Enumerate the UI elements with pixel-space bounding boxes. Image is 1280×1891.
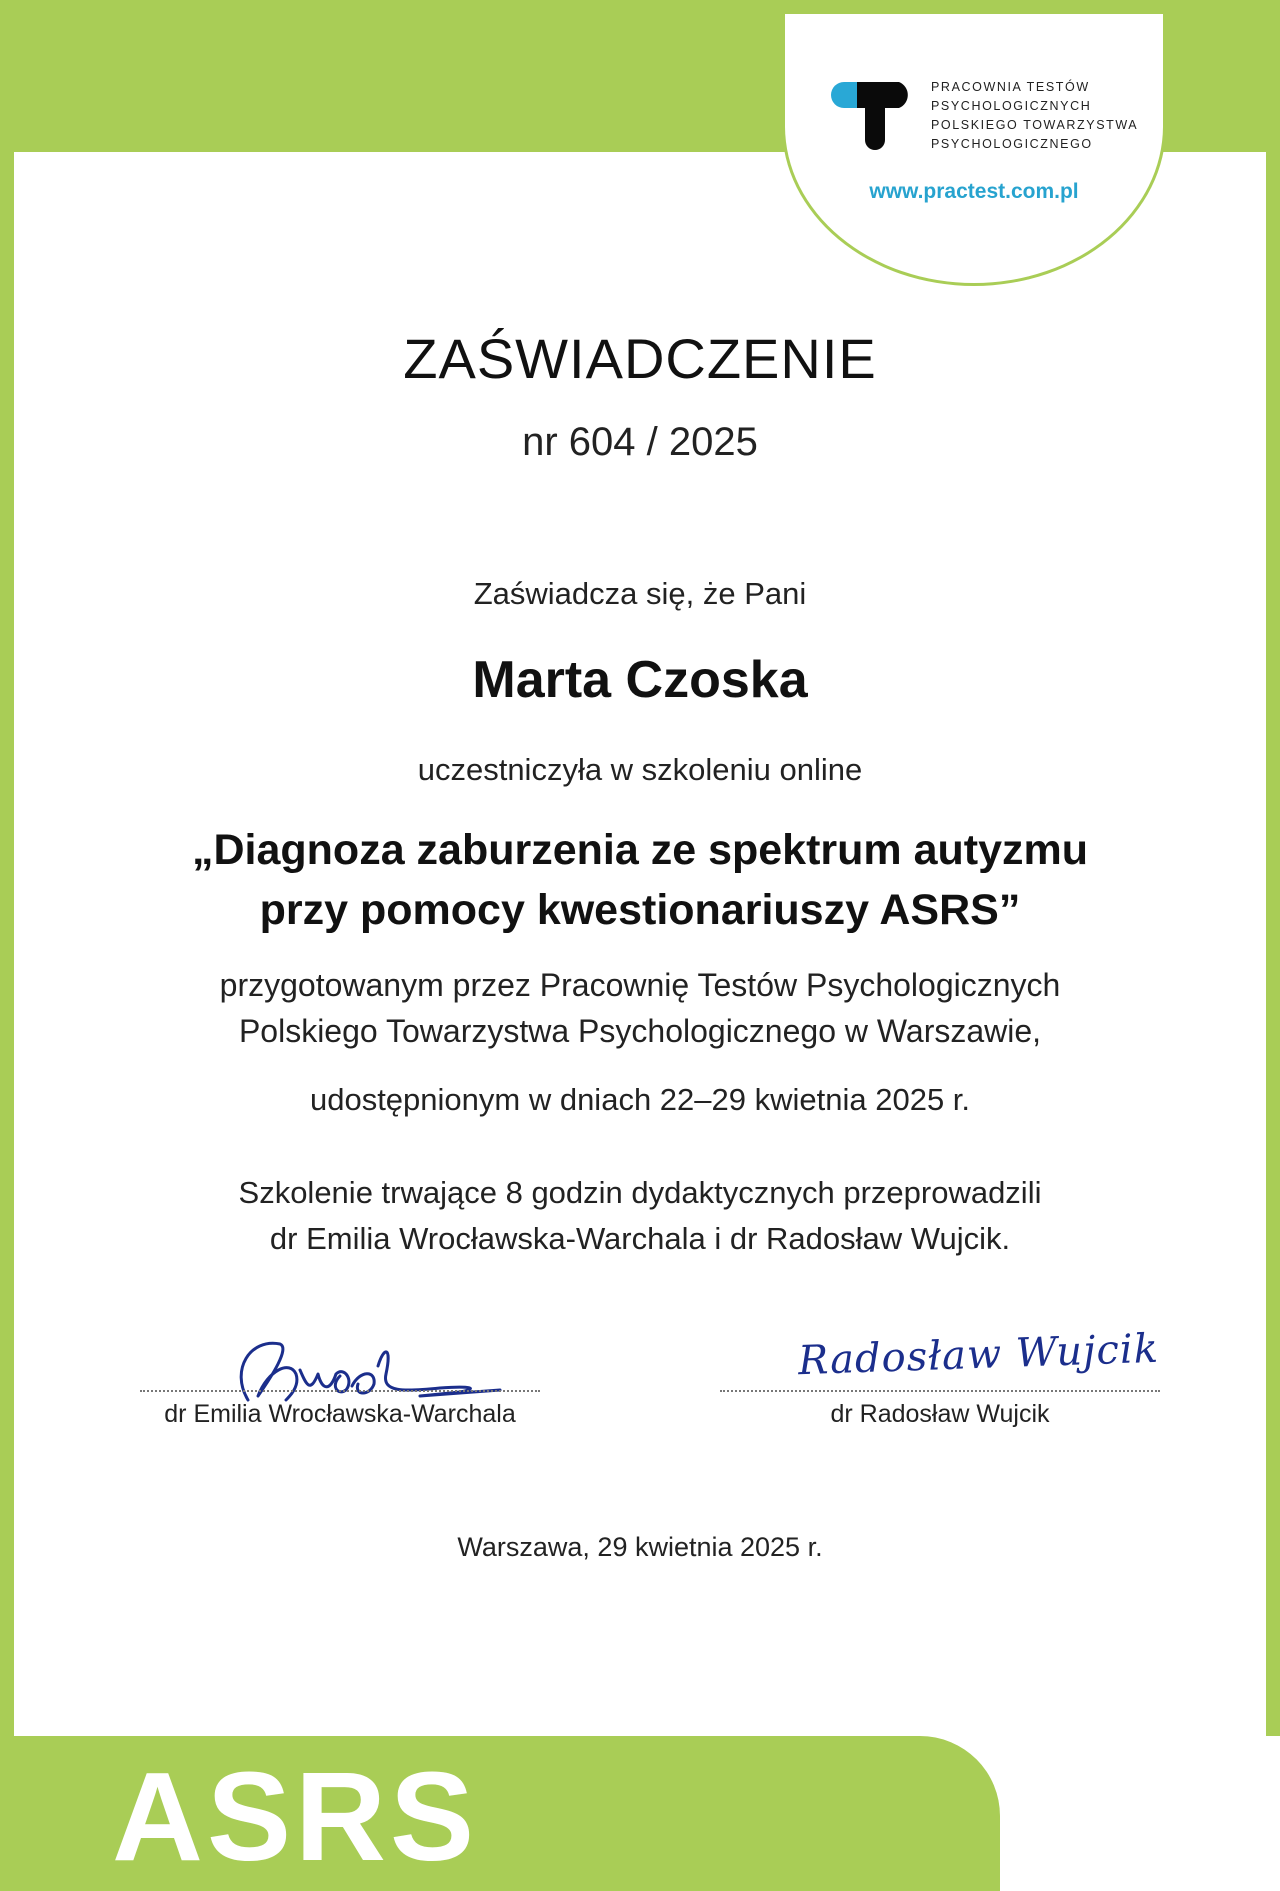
logo-org-line: PRACOWNIA TESTÓW xyxy=(931,80,1090,94)
course-title-line: przy pomocy kwestionariuszy ASRS” xyxy=(259,886,1021,934)
recipient-name: Marta Czoska xyxy=(472,651,808,709)
availability-dates: udostępnionym w dniach 22–29 kwietnia 2025 r. xyxy=(309,1082,971,1117)
signature-block-right xyxy=(720,1325,1160,1430)
duration-line: dr Emilia Wrocławska-Warchala i dr Radosław Wujcik. xyxy=(269,1221,1011,1256)
organizer-line: przygotowanym przez Pracownię Testów Psychologicznych xyxy=(219,967,1061,1003)
duration-line: Szkolenie trwające 8 godzin dydaktycznych przeprowadzili xyxy=(238,1175,1042,1210)
logo-badge xyxy=(782,14,1166,286)
signatory-name-right: dr Radosław Wujcik xyxy=(830,1400,1050,1428)
right-green-border xyxy=(1266,0,1280,1891)
signature-block-left xyxy=(140,1330,540,1430)
signature-line-left xyxy=(140,1390,540,1392)
practest-logo-icon xyxy=(827,72,917,152)
left-green-border xyxy=(0,0,14,1891)
handwritten-signature-right: Radosław Wujcik xyxy=(797,1325,1160,1385)
footer-asrs-label: ASRS xyxy=(112,1746,479,1887)
footer-white-corner xyxy=(1000,1736,1280,1891)
participation-text: uczestniczyła w szkoleniu online xyxy=(417,752,863,787)
logo-org-line: PSYCHOLOGICZNYCH xyxy=(931,99,1092,113)
website-link[interactable]: www.practest.com.pl xyxy=(869,180,1079,203)
signatory-name-left: dr Emilia Wrocławska-Warchala xyxy=(164,1400,516,1428)
course-title-line: „Diagnoza zaburzenia ze spektrum autyzmu xyxy=(191,826,1089,874)
place-and-date: Warszawa, 29 kwietnia 2025 r. xyxy=(457,1532,823,1562)
course-title xyxy=(0,820,1280,940)
certificate-number: nr 604 / 2025 xyxy=(522,420,758,464)
certificate-title: ZAŚWIADCZENIE xyxy=(403,327,877,390)
logo-org-line: POLSKIEGO TOWARZYSTWA xyxy=(931,118,1139,132)
logo-org-line: PSYCHOLOGICZNEGO xyxy=(931,137,1093,151)
organizer-line: Polskiego Towarzystwa Psychologicznego w Warszawie, xyxy=(238,1013,1042,1049)
signature-line-right xyxy=(720,1390,1160,1392)
organizer-text xyxy=(0,962,1280,1054)
training-duration-text xyxy=(0,1170,1280,1262)
intro-text: Zaświadcza się, że Pani xyxy=(473,576,807,611)
logo-org-name xyxy=(931,78,1138,154)
